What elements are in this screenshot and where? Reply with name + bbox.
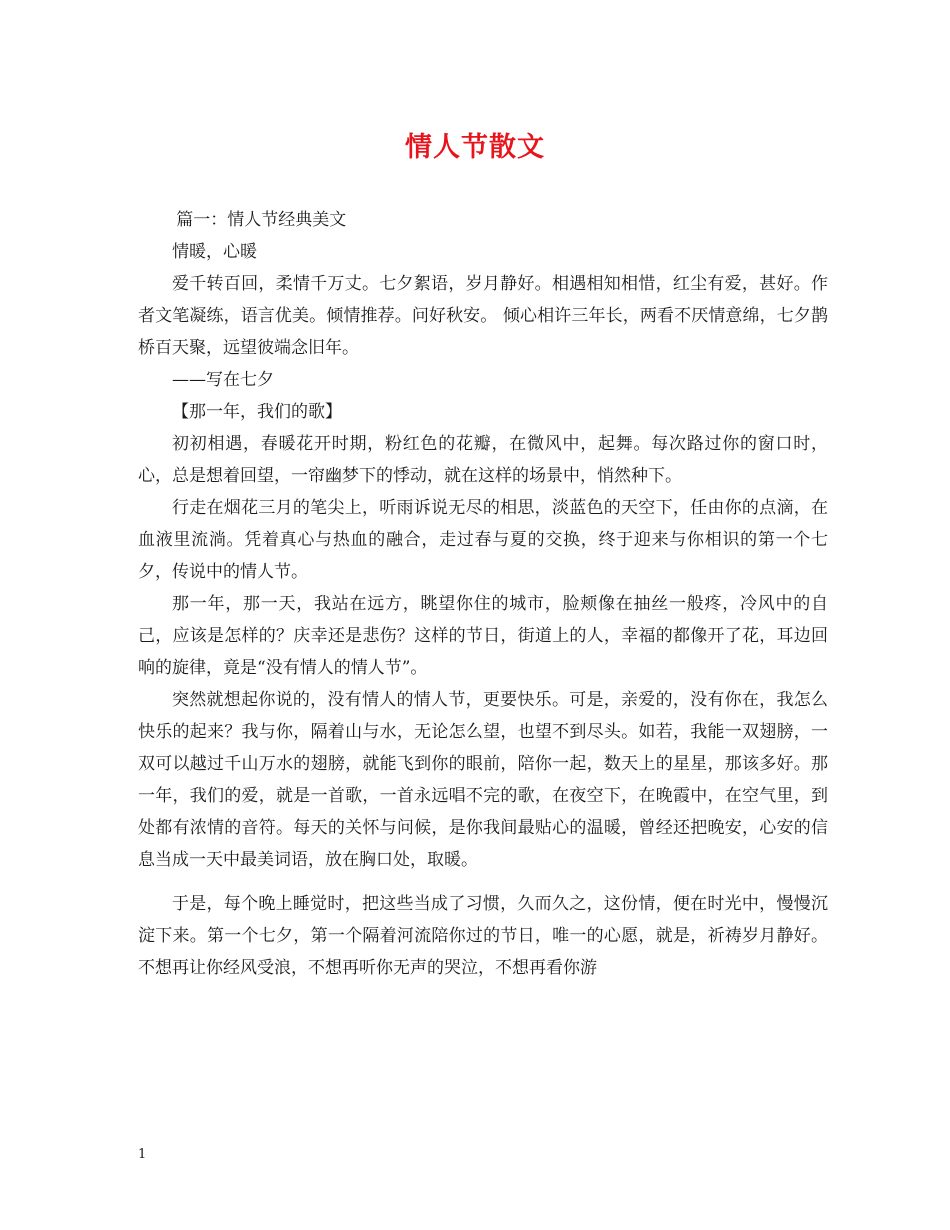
page-number: 1 xyxy=(138,1147,147,1162)
paragraph: 初初相遇，春暖花开时期，粉红色的花瓣，在微风中，起舞。每次路过你的窗口时，心，总是想着回望，一帘幽梦下的悸动，就在这样的场景中，悄然种下。 xyxy=(138,434,828,486)
paragraph: 突然就想起你说的，没有情人的情人节，更要快乐。可是，亲爱的，没有你在，我怎么快乐的起来？我与你，隔着山与水，无论怎么望，也望不到尽头。如若，我能一双翅膀，一双可以越过千山万水的翅膀，就能飞到你的眼前，陪你一起，数天上的星星，那该多好。那一年，我们的爱，就是一首歌，一首永远唱不完的歌，在夜空下，在晚霞中，在空气里，到处都有浓情的音符。每天的关怀与问候，是你我间最贴心的温暖，曾经还把晚安，心安的信息当成一天中最美词语，放在胸口处，取暖。 xyxy=(138,690,828,870)
paragraph: 行走在烟花三月的笔尖上，听雨诉说无尽的相思，淡蓝色的天空下，任由你的点滴，在血液里流淌。凭着真心与热血的融合，走过春与夏的交换，终于迎来与你相识的第一个七夕，传说中的情人节。 xyxy=(138,498,828,582)
section-subheading: 【那一年，我们的歌】 xyxy=(172,402,342,422)
document-title: 情人节散文 xyxy=(405,132,545,163)
subtitle: 情暖，心暖 xyxy=(172,242,257,262)
section-heading: 篇一：情人节经典美文 xyxy=(176,210,347,230)
paragraph: 于是，每个晚上睡觉时，把这些当成了习惯，久而久之，这份情，便在时光中，慢慢沉淀下来。第一个七夕，第一个隔着河流陪你过的节日，唯一的心愿，就是，祈祷岁月静好。不想再让你经风受浪，不想再听你无声的哭泣，不想再看你游 xyxy=(138,894,828,978)
paragraph: 那一年，那一天，我站在远方，眺望你住的城市，脸颊像在抽丝一般疼，冷风中的自己，应该是怎样的？庆幸还是悲伤？这样的节日，街道上的人，幸福的都像开了花，耳边回响的旋律，竟是“没有情人的情人节”。 xyxy=(138,594,828,678)
paragraph: 爱千转百回，柔情千万丈。七夕絮语，岁月静好。相遇相知相惜，红尘有爱，甚好。作者文笔凝练，语言优美。倾情推荐。问好秋安。 倾心相许三年长，两看不厌情意绵，七夕鹊桥百天聚，远望彼端念旧年。 xyxy=(138,274,828,358)
dedication-line: ——写在七夕 xyxy=(172,370,274,390)
document-body xyxy=(138,204,828,984)
